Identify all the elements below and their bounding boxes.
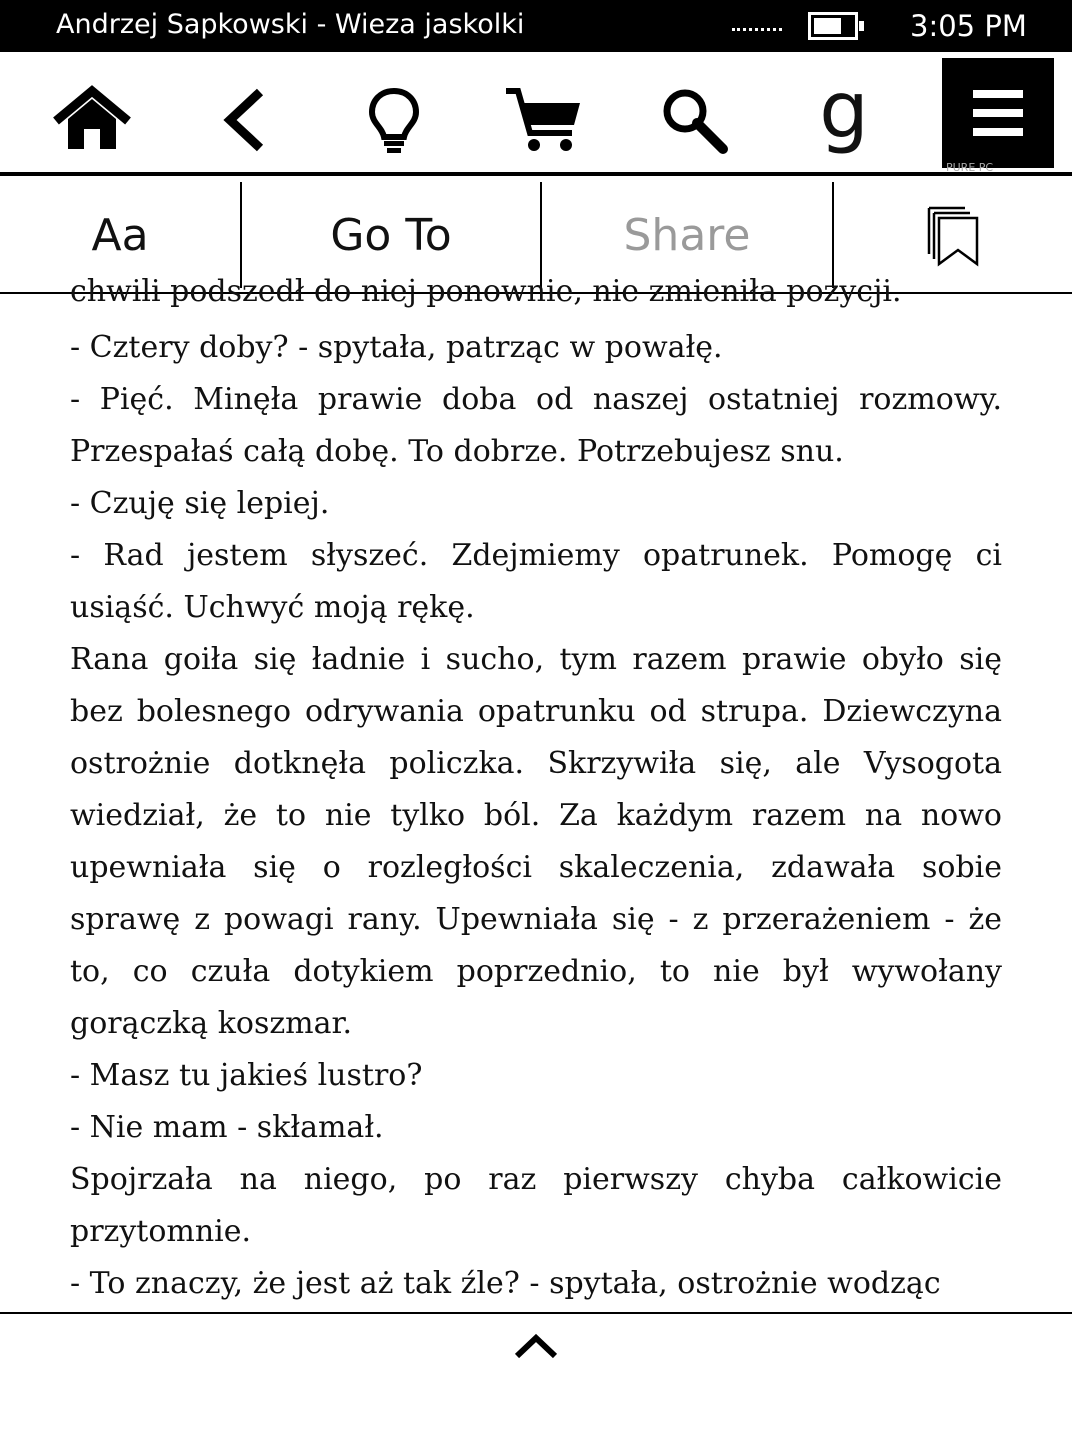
light-icon[interactable] [346, 72, 442, 168]
back-icon[interactable] [196, 72, 292, 168]
menu-icon [973, 88, 1023, 138]
toolbar [0, 52, 1072, 176]
partial-text-line: chwili podszedł do niej ponownie, nie zmieniła pozycji. [70, 274, 902, 309]
book-text [70, 322, 1002, 1310]
text-paragraph: Rana goiła się ładnie i sucho, tym razem prawie obyło się bez bolesnego odrywania opatrunku od strupa. Dziewczyna ostrożnie dotknęła policzka. Skrzywiła się, ale Vysogota wiedział, że to nie tylko ból. Za każdym razem na nowo upewniała się o rozległości skaleczenia, zdawała sobie sprawę z powagi rany. Upewniała się - z przerażeniem - że to, co czuła dotykiem poprzednio, to nie był wywołany gorączką koszmar. [70, 642, 1002, 1041]
footer-divider [0, 1312, 1072, 1314]
share-label: Share [623, 209, 751, 261]
home-icon[interactable] [44, 72, 140, 168]
text-paragraph: - Rad jestem słyszeć. Zdejmiemy opatrunek. Pomogę ci usiąść. Uchwyć moją rękę. [70, 538, 1002, 625]
search-icon[interactable] [646, 72, 742, 168]
menu-button[interactable] [942, 58, 1054, 174]
clock: 3:05 PM [910, 9, 1027, 43]
cart-icon[interactable] [496, 72, 592, 168]
text-paragraph: - To znaczy, że jest aż tak źle? - spytała, ostrożnie wodząc [70, 1266, 941, 1301]
text-paragraph: - Czuję się lepiej. [70, 486, 330, 521]
goodreads-glyph: g [819, 66, 869, 156]
reading-pane[interactable] [70, 274, 1002, 1312]
text-paragraph: - Nie mam - skłamał. [70, 1110, 384, 1145]
status-bar [0, 0, 1072, 52]
text-paragraph: - Masz tu jakieś lustro? [70, 1058, 423, 1093]
font-settings-label: Aa [91, 209, 149, 261]
wifi-dots-icon [732, 28, 782, 31]
text-paragraph: - Cztery doby? - spytała, patrząc w powałę. [70, 330, 723, 365]
text-paragraph: - Pięć. Minęła prawie doba od naszej ostatniej rozmowy. Przespałaś całą dobę. To dobrze. Potrzebujesz snu. [70, 382, 1002, 469]
book-title: Andrzej Sapkowski - Wieza jaskolki [56, 9, 525, 40]
battery-tip [859, 21, 864, 31]
goto-label: Go To [330, 209, 452, 261]
watermark: PURE PC [946, 161, 994, 174]
battery-fill [814, 18, 841, 34]
chevron-up-icon[interactable] [511, 1330, 561, 1362]
bookmark-icon [925, 204, 981, 266]
text-paragraph: Spojrzała na niego, po raz pierwszy chyba całkowicie przytomnie. [70, 1162, 1002, 1249]
battery-icon [808, 12, 858, 40]
goodreads-icon[interactable] [796, 66, 892, 168]
